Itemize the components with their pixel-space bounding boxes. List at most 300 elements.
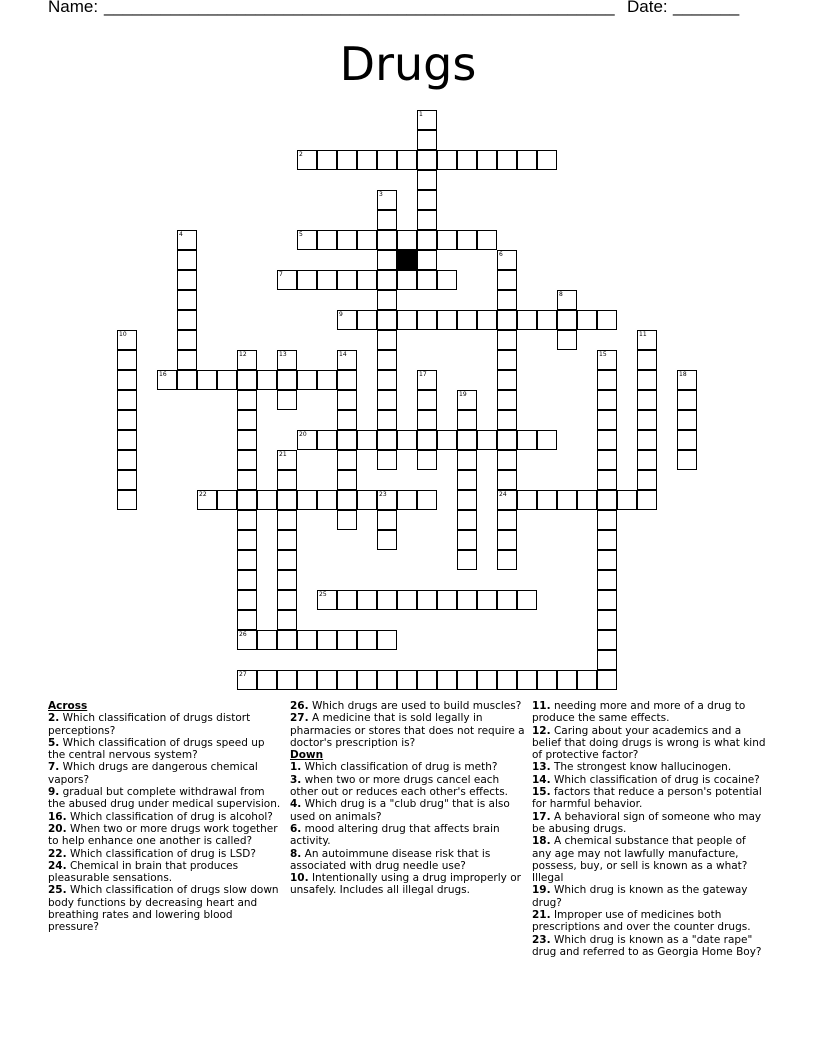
clue-number: 20 — [299, 431, 307, 438]
grid-cell[interactable] — [177, 330, 197, 350]
grid-cell[interactable] — [457, 390, 477, 410]
down-clue — [532, 700, 768, 725]
grid-cell[interactable] — [237, 610, 257, 630]
grid-cell[interactable] — [317, 150, 337, 170]
clue-number: 6 — [499, 251, 503, 258]
grid-cell[interactable] — [417, 410, 437, 430]
grid-cell[interactable] — [457, 470, 477, 490]
grid-cell[interactable] — [497, 330, 517, 350]
grid-cell[interactable] — [457, 150, 477, 170]
grid-cell[interactable] — [417, 130, 437, 150]
grid-cell[interactable] — [117, 370, 137, 390]
grid-cell[interactable] — [377, 330, 397, 350]
grid-cell[interactable] — [337, 390, 357, 410]
grid-cell[interactable] — [317, 370, 337, 390]
grid-cell[interactable] — [337, 430, 357, 450]
grid-cell[interactable] — [497, 310, 517, 330]
grid-cell[interactable] — [117, 330, 137, 350]
grid-cell[interactable] — [457, 450, 477, 470]
grid-cell[interactable] — [117, 350, 137, 370]
grid-cell[interactable] — [337, 490, 357, 510]
grid-cell[interactable] — [457, 530, 477, 550]
across-clue — [48, 823, 284, 848]
grid-cell[interactable] — [237, 410, 257, 430]
down-clue — [532, 774, 768, 786]
grid-cell[interactable] — [497, 370, 517, 390]
grid-cell[interactable] — [317, 270, 337, 290]
grid-cell[interactable] — [517, 430, 537, 450]
grid-cell[interactable] — [597, 630, 617, 650]
grid-cell[interactable] — [477, 430, 497, 450]
grid-cell[interactable] — [417, 670, 437, 690]
grid-cell[interactable] — [497, 490, 517, 510]
grid-cell[interactable] — [457, 550, 477, 570]
grid-cell[interactable] — [597, 390, 617, 410]
grid-cell[interactable] — [637, 390, 657, 410]
grid-cell[interactable] — [277, 490, 297, 510]
grid-cell[interactable] — [637, 330, 657, 350]
grid-cell[interactable] — [377, 230, 397, 250]
clue-number: 15 — [599, 351, 607, 358]
grid-cell[interactable] — [537, 670, 557, 690]
clue-num: 17. — [532, 810, 551, 823]
grid-cell[interactable] — [437, 590, 457, 610]
grid-cell[interactable] — [557, 670, 577, 690]
grid-cell[interactable] — [677, 370, 697, 390]
grid-cell[interactable] — [437, 270, 457, 290]
grid-cell[interactable] — [497, 670, 517, 690]
clue-text: Intentionally using a drug improperly or unsafely. Includes all illegal drugs. — [290, 872, 521, 897]
grid-cell[interactable] — [277, 350, 297, 370]
date-line[interactable]: _______ — [673, 0, 740, 16]
grid-cell[interactable] — [117, 470, 137, 490]
grid-cell[interactable] — [377, 350, 397, 370]
grid-cell[interactable] — [317, 590, 337, 610]
clue-text: Which drug is a "club drug" that is also used on animals? — [290, 798, 510, 823]
grid-cell[interactable] — [417, 150, 437, 170]
grid-cell[interactable] — [177, 370, 197, 390]
grid-cell[interactable] — [317, 230, 337, 250]
down-clue — [290, 823, 526, 848]
grid-cell[interactable] — [597, 570, 617, 590]
grid-cell[interactable] — [517, 670, 537, 690]
grid-cell[interactable] — [437, 430, 457, 450]
grid-cell[interactable] — [297, 490, 317, 510]
clue-num: 13. — [532, 761, 551, 774]
grid-cell[interactable] — [577, 490, 597, 510]
grid-cell[interactable] — [677, 410, 697, 430]
grid-cell[interactable] — [257, 370, 277, 390]
grid-cell[interactable] — [277, 530, 297, 550]
grid-cell[interactable] — [537, 430, 557, 450]
grid-cell[interactable] — [377, 310, 397, 330]
grid-cell[interactable] — [197, 490, 217, 510]
across-clue — [48, 712, 284, 737]
grid-cell[interactable] — [417, 390, 437, 410]
grid-cell[interactable] — [577, 670, 597, 690]
grid-cell[interactable] — [377, 530, 397, 550]
grid-cell[interactable] — [357, 230, 377, 250]
grid-cell[interactable] — [637, 370, 657, 390]
grid-cell[interactable] — [377, 410, 397, 430]
grid-cell[interactable] — [377, 190, 397, 210]
clue-column-3 — [532, 700, 768, 958]
grid-cell[interactable] — [497, 590, 517, 610]
grid-cell[interactable] — [497, 410, 517, 430]
grid-cell[interactable] — [337, 310, 357, 330]
grid-cell[interactable] — [497, 430, 517, 450]
grid-cell[interactable] — [597, 370, 617, 390]
clue-number: 3 — [379, 191, 383, 198]
grid-cell[interactable] — [297, 670, 317, 690]
grid-cell[interactable] — [337, 510, 357, 530]
grid-cell[interactable] — [397, 230, 417, 250]
across-clue — [48, 811, 284, 823]
grid-cell[interactable] — [377, 450, 397, 470]
grid-cell[interactable] — [297, 430, 317, 450]
grid-cell[interactable] — [597, 510, 617, 530]
grid-cell[interactable] — [597, 450, 617, 470]
grid-cell[interactable] — [497, 510, 517, 530]
clue-number: 21 — [279, 451, 287, 458]
down-clue — [532, 811, 768, 836]
grid-cell[interactable] — [237, 430, 257, 450]
grid-cell[interactable] — [417, 270, 437, 290]
grid-cell[interactable] — [277, 630, 297, 650]
across-clue — [48, 848, 284, 860]
grid-cell[interactable] — [377, 630, 397, 650]
grid-cell[interactable] — [297, 630, 317, 650]
clue-text: factors that reduce a person's potential for harmful behavior. — [532, 786, 762, 811]
grid-cell[interactable] — [277, 670, 297, 690]
grid-cell[interactable] — [337, 410, 357, 430]
grid-cell[interactable] — [477, 590, 497, 610]
grid-cell[interactable] — [377, 210, 397, 230]
grid-cell[interactable] — [377, 430, 397, 450]
grid-cell[interactable] — [497, 550, 517, 570]
grid-cell[interactable] — [317, 630, 337, 650]
down-clue — [532, 761, 768, 773]
clue-number: 11 — [639, 331, 647, 338]
clue-num: 14. — [532, 773, 551, 786]
clue-number: 13 — [279, 351, 287, 358]
down-clue — [532, 725, 768, 762]
grid-cell[interactable] — [277, 570, 297, 590]
grid-cell[interactable] — [177, 230, 197, 250]
grid-cell[interactable] — [397, 150, 417, 170]
grid-cell[interactable] — [417, 210, 437, 230]
grid-cell[interactable] — [297, 270, 317, 290]
clue-num: 3. — [290, 773, 302, 786]
grid-cell[interactable] — [577, 310, 597, 330]
grid-cell[interactable] — [237, 630, 257, 650]
grid-cell[interactable] — [297, 230, 317, 250]
grid-cell[interactable] — [357, 150, 377, 170]
grid-cell[interactable] — [297, 150, 317, 170]
grid-cell[interactable] — [457, 430, 477, 450]
grid-cell[interactable] — [417, 190, 437, 210]
clue-num: 7. — [48, 761, 60, 774]
grid-cell[interactable] — [557, 290, 577, 310]
clue-number: 24 — [499, 491, 507, 498]
clue-num: 22. — [48, 847, 67, 860]
clue-num: 20. — [48, 822, 67, 835]
grid-cell[interactable] — [417, 450, 437, 470]
grid-cell[interactable] — [237, 590, 257, 610]
grid-cell[interactable] — [357, 270, 377, 290]
grid-cell[interactable] — [557, 310, 577, 330]
grid-cell[interactable] — [597, 490, 617, 510]
grid-cell[interactable] — [497, 150, 517, 170]
grid-cell[interactable] — [277, 610, 297, 630]
grid-cell[interactable] — [337, 350, 357, 370]
grid-cell[interactable] — [597, 650, 617, 670]
grid-cell[interactable] — [377, 390, 397, 410]
grid-cell[interactable] — [597, 470, 617, 490]
grid-cell[interactable] — [497, 470, 517, 490]
across-clue — [48, 884, 284, 933]
grid-cell[interactable] — [457, 670, 477, 690]
grid-cell[interactable] — [257, 630, 277, 650]
grid-cell[interactable] — [637, 430, 657, 450]
clue-number: 1 — [419, 111, 423, 118]
grid-cell[interactable] — [237, 670, 257, 690]
grid-cell[interactable] — [177, 310, 197, 330]
grid-cell[interactable] — [337, 590, 357, 610]
grid-cell[interactable] — [377, 270, 397, 290]
grid-cell[interactable] — [597, 550, 617, 570]
grid-cell[interactable] — [597, 410, 617, 430]
grid-cell[interactable] — [277, 470, 297, 490]
grid-cell[interactable] — [277, 270, 297, 290]
grid-cell[interactable] — [597, 590, 617, 610]
grid-cell[interactable] — [417, 170, 437, 190]
grid-cell[interactable] — [377, 590, 397, 610]
grid-cell[interactable] — [357, 590, 377, 610]
grid-cell[interactable] — [317, 430, 337, 450]
grid-cell[interactable] — [237, 450, 257, 470]
grid-cell[interactable] — [497, 290, 517, 310]
grid-cell[interactable] — [337, 450, 357, 470]
clue-num: 6. — [290, 822, 302, 835]
clue-number: 2 — [299, 151, 303, 158]
grid-cell[interactable] — [537, 150, 557, 170]
grid-cell[interactable] — [597, 430, 617, 450]
grid-cell[interactable] — [117, 450, 137, 470]
grid-cell[interactable] — [417, 430, 437, 450]
grid-cell[interactable] — [517, 150, 537, 170]
clue-text: Caring about your academics and a belief that doing drugs is wrong is what kind of protective factor? — [532, 724, 766, 762]
clue-num: 12. — [532, 724, 551, 737]
clue-num: 10. — [290, 872, 309, 885]
grid-cell[interactable] — [357, 430, 377, 450]
grid-cell[interactable] — [557, 490, 577, 510]
grid-cell[interactable] — [457, 310, 477, 330]
grid-cell[interactable] — [397, 670, 417, 690]
grid-cell[interactable] — [337, 670, 357, 690]
grid-cell[interactable] — [517, 490, 537, 510]
grid-cell[interactable] — [637, 450, 657, 470]
grid-cell[interactable] — [277, 550, 297, 570]
clue-num: 9. — [48, 786, 60, 799]
clue-text: A behavioral sign of someone who may be abusing drugs. — [532, 810, 762, 835]
grid-cell[interactable] — [417, 250, 437, 270]
grid-cell[interactable] — [217, 490, 237, 510]
grid-cell[interactable] — [317, 670, 337, 690]
name-line[interactable]: ______________________________________________________ — [104, 0, 615, 16]
grid-cell[interactable] — [637, 410, 657, 430]
grid-cell[interactable] — [497, 250, 517, 270]
grid-cell[interactable] — [457, 510, 477, 530]
clue-text: Which classification of drugs distort perceptions? — [48, 712, 251, 737]
date-label: Date: — [627, 0, 668, 16]
grid-cell[interactable] — [417, 310, 437, 330]
grid-cell[interactable] — [117, 410, 137, 430]
grid-cell[interactable] — [417, 590, 437, 610]
grid-cell[interactable] — [117, 390, 137, 410]
grid-cell[interactable] — [117, 430, 137, 450]
grid-cell[interactable] — [457, 590, 477, 610]
grid-cell[interactable] — [237, 470, 257, 490]
grid-cell[interactable] — [237, 490, 257, 510]
grid-cell[interactable] — [417, 230, 437, 250]
grid-cell[interactable] — [677, 450, 697, 470]
grid-cell[interactable] — [237, 530, 257, 550]
grid-cell[interactable] — [477, 150, 497, 170]
grid-cell[interactable] — [357, 630, 377, 650]
grid-cell[interactable] — [437, 150, 457, 170]
clue-num: 24. — [48, 859, 67, 872]
grid-cell[interactable] — [237, 510, 257, 530]
grid-cell[interactable] — [337, 230, 357, 250]
grid-cell[interactable] — [557, 330, 577, 350]
grid-cell[interactable] — [397, 490, 417, 510]
grid-cell[interactable] — [497, 530, 517, 550]
grid-cell[interactable] — [617, 490, 637, 510]
grid-cell[interactable] — [337, 150, 357, 170]
grid-cell[interactable] — [277, 370, 297, 390]
grid-cell[interactable] — [157, 370, 177, 390]
grid-cell[interactable] — [337, 470, 357, 490]
clue-text: Which classification of drug is meth? — [301, 761, 498, 774]
grid-cell[interactable] — [357, 490, 377, 510]
grid-cell[interactable] — [417, 490, 437, 510]
grid-cell[interactable] — [397, 590, 417, 610]
down-clue — [532, 934, 768, 959]
grid-cell[interactable] — [517, 590, 537, 610]
grid-cell[interactable] — [417, 110, 437, 130]
grid-cell[interactable] — [177, 270, 197, 290]
grid-cell[interactable] — [337, 270, 357, 290]
clue-text: Chemical in brain that produces pleasurable sensations. — [48, 859, 239, 885]
clue-number: 5 — [299, 231, 303, 238]
grid-cell[interactable] — [457, 410, 477, 430]
grid-cell[interactable] — [377, 510, 397, 530]
grid-cell[interactable] — [497, 450, 517, 470]
grid-cell[interactable] — [237, 350, 257, 370]
grid-cell[interactable] — [237, 370, 257, 390]
grid-cell[interactable] — [257, 670, 277, 690]
grid-cell[interactable] — [397, 430, 417, 450]
grid-cell[interactable] — [497, 390, 517, 410]
clue-text: when two or more drugs cancel each other out or reduces each other's effects. — [290, 773, 509, 799]
grid-cell[interactable] — [337, 370, 357, 390]
grid-cell[interactable] — [437, 310, 457, 330]
grid-cell[interactable] — [597, 530, 617, 550]
grid-cell[interactable] — [497, 350, 517, 370]
clue-text: Improper use of medicines both prescriptions and over the counter drugs. — [532, 909, 751, 934]
grid-cell[interactable] — [597, 670, 617, 690]
clue-num: 27. — [290, 712, 309, 725]
grid-cell[interactable] — [117, 490, 137, 510]
grid-cell[interactable] — [377, 370, 397, 390]
grid-cell[interactable] — [357, 310, 377, 330]
grid-cell[interactable] — [477, 670, 497, 690]
grid-cell[interactable] — [277, 510, 297, 530]
grid-cell[interactable] — [277, 590, 297, 610]
grid-cell[interactable] — [177, 250, 197, 270]
grid-cell[interactable] — [377, 150, 397, 170]
grid-cell[interactable] — [537, 490, 557, 510]
grid-cell[interactable] — [217, 370, 237, 390]
clue-num: 18. — [532, 835, 551, 848]
grid-cell[interactable] — [637, 490, 657, 510]
grid-cell[interactable] — [677, 390, 697, 410]
clue-num: 8. — [290, 847, 302, 860]
grid-cell[interactable] — [377, 490, 397, 510]
grid-cell[interactable] — [377, 670, 397, 690]
clue-column-2 — [290, 700, 526, 897]
grid-cell[interactable] — [457, 230, 477, 250]
grid-cell[interactable] — [337, 630, 357, 650]
grid-cell[interactable] — [677, 430, 697, 450]
grid-cell[interactable] — [237, 550, 257, 570]
grid-cell[interactable] — [177, 350, 197, 370]
grid-cell[interactable] — [597, 350, 617, 370]
grid-cell[interactable] — [277, 390, 297, 410]
grid-cell[interactable] — [457, 490, 477, 510]
grid-cell[interactable] — [277, 450, 297, 470]
grid-cell[interactable] — [377, 250, 397, 270]
down-clue — [290, 798, 526, 823]
grid-cell[interactable] — [437, 670, 457, 690]
grid-cell[interactable] — [517, 310, 537, 330]
grid-cell[interactable] — [597, 610, 617, 630]
grid-cell[interactable] — [637, 470, 657, 490]
grid-cell[interactable] — [297, 370, 317, 390]
grid-cell[interactable] — [397, 310, 417, 330]
grid-cell[interactable] — [197, 370, 217, 390]
grid-cell[interactable] — [597, 310, 617, 330]
grid-cell[interactable] — [177, 290, 197, 310]
grid-cell[interactable] — [377, 290, 397, 310]
grid-cell[interactable] — [237, 390, 257, 410]
grid-cell[interactable] — [497, 270, 517, 290]
page-title: Drugs — [339, 37, 477, 91]
grid-cell[interactable] — [317, 490, 337, 510]
grid-cell[interactable] — [477, 230, 497, 250]
grid-cell[interactable] — [417, 370, 437, 390]
grid-cell[interactable] — [537, 310, 557, 330]
grid-cell[interactable] — [437, 230, 457, 250]
grid-cell[interactable] — [357, 670, 377, 690]
grid-cell[interactable] — [397, 270, 417, 290]
grid-cell[interactable] — [477, 310, 497, 330]
grid-cell[interactable] — [637, 350, 657, 370]
grid-cell[interactable] — [257, 490, 277, 510]
clue-num: 19. — [532, 884, 551, 897]
grid-cell[interactable] — [237, 570, 257, 590]
